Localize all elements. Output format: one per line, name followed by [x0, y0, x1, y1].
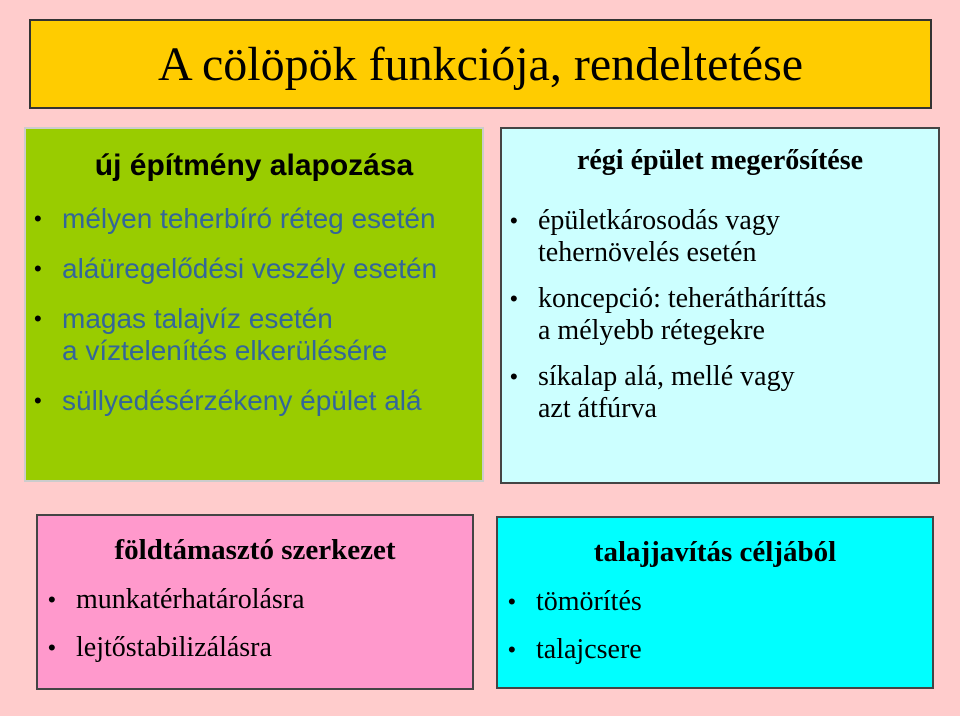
bullet-list	[34, 203, 438, 435]
bullet-icon: •	[34, 206, 42, 231]
retaining-structure-panel	[36, 514, 474, 690]
list-item: • síkalap alá, mellé vagy azt átfúrva	[510, 361, 795, 424]
list-item: • tömörítés	[508, 586, 642, 617]
bullet-icon: •	[48, 635, 56, 660]
bullet-icon: •	[510, 364, 518, 389]
panel-heading: földtámasztó szerkezet	[114, 534, 396, 566]
list-item: • talajcsere	[508, 634, 642, 665]
bullet-icon: •	[510, 208, 518, 233]
bullet-icon: •	[34, 306, 42, 331]
bullet-list	[510, 205, 827, 439]
title-banner	[29, 19, 932, 109]
panel-heading: új építmény alapozása	[94, 149, 414, 182]
list-item: • koncepció: teherátháríttás a mélyebb rétegekre	[510, 283, 827, 346]
list-item: • süllyedésérzékeny épület alá	[34, 385, 422, 416]
bullet-icon: •	[34, 256, 42, 281]
new-building-foundation-panel	[24, 127, 484, 482]
bullet-list	[508, 586, 642, 682]
panel-heading: talajjavítás céljából	[593, 536, 837, 568]
bullet-icon: •	[508, 637, 516, 662]
bullet-icon: •	[508, 589, 516, 614]
list-item: • mélyen teherbíró réteg esetén	[34, 203, 436, 234]
bullet-icon: •	[34, 388, 42, 413]
bullet-icon: •	[510, 286, 518, 311]
list-item: • munkatérhatárolásra	[48, 584, 305, 615]
old-building-reinforcement-panel	[500, 127, 940, 484]
list-item: • aláüregelődési veszély esetén	[34, 253, 438, 284]
page-title: A cölöpök funkciója, rendeltetése	[157, 37, 804, 91]
bullet-icon: •	[48, 587, 56, 612]
bullet-list	[48, 584, 305, 680]
list-item: • épületkárosodás vagy tehernövelés esetén	[510, 205, 780, 268]
panel-heading: régi épület megerősítése	[576, 145, 864, 176]
list-item: • magas talajvíz esetén a víztelenítés elkerülésére	[34, 303, 388, 366]
list-item: • lejtőstabilizálásra	[48, 632, 272, 663]
soil-improvement-panel	[496, 516, 934, 689]
